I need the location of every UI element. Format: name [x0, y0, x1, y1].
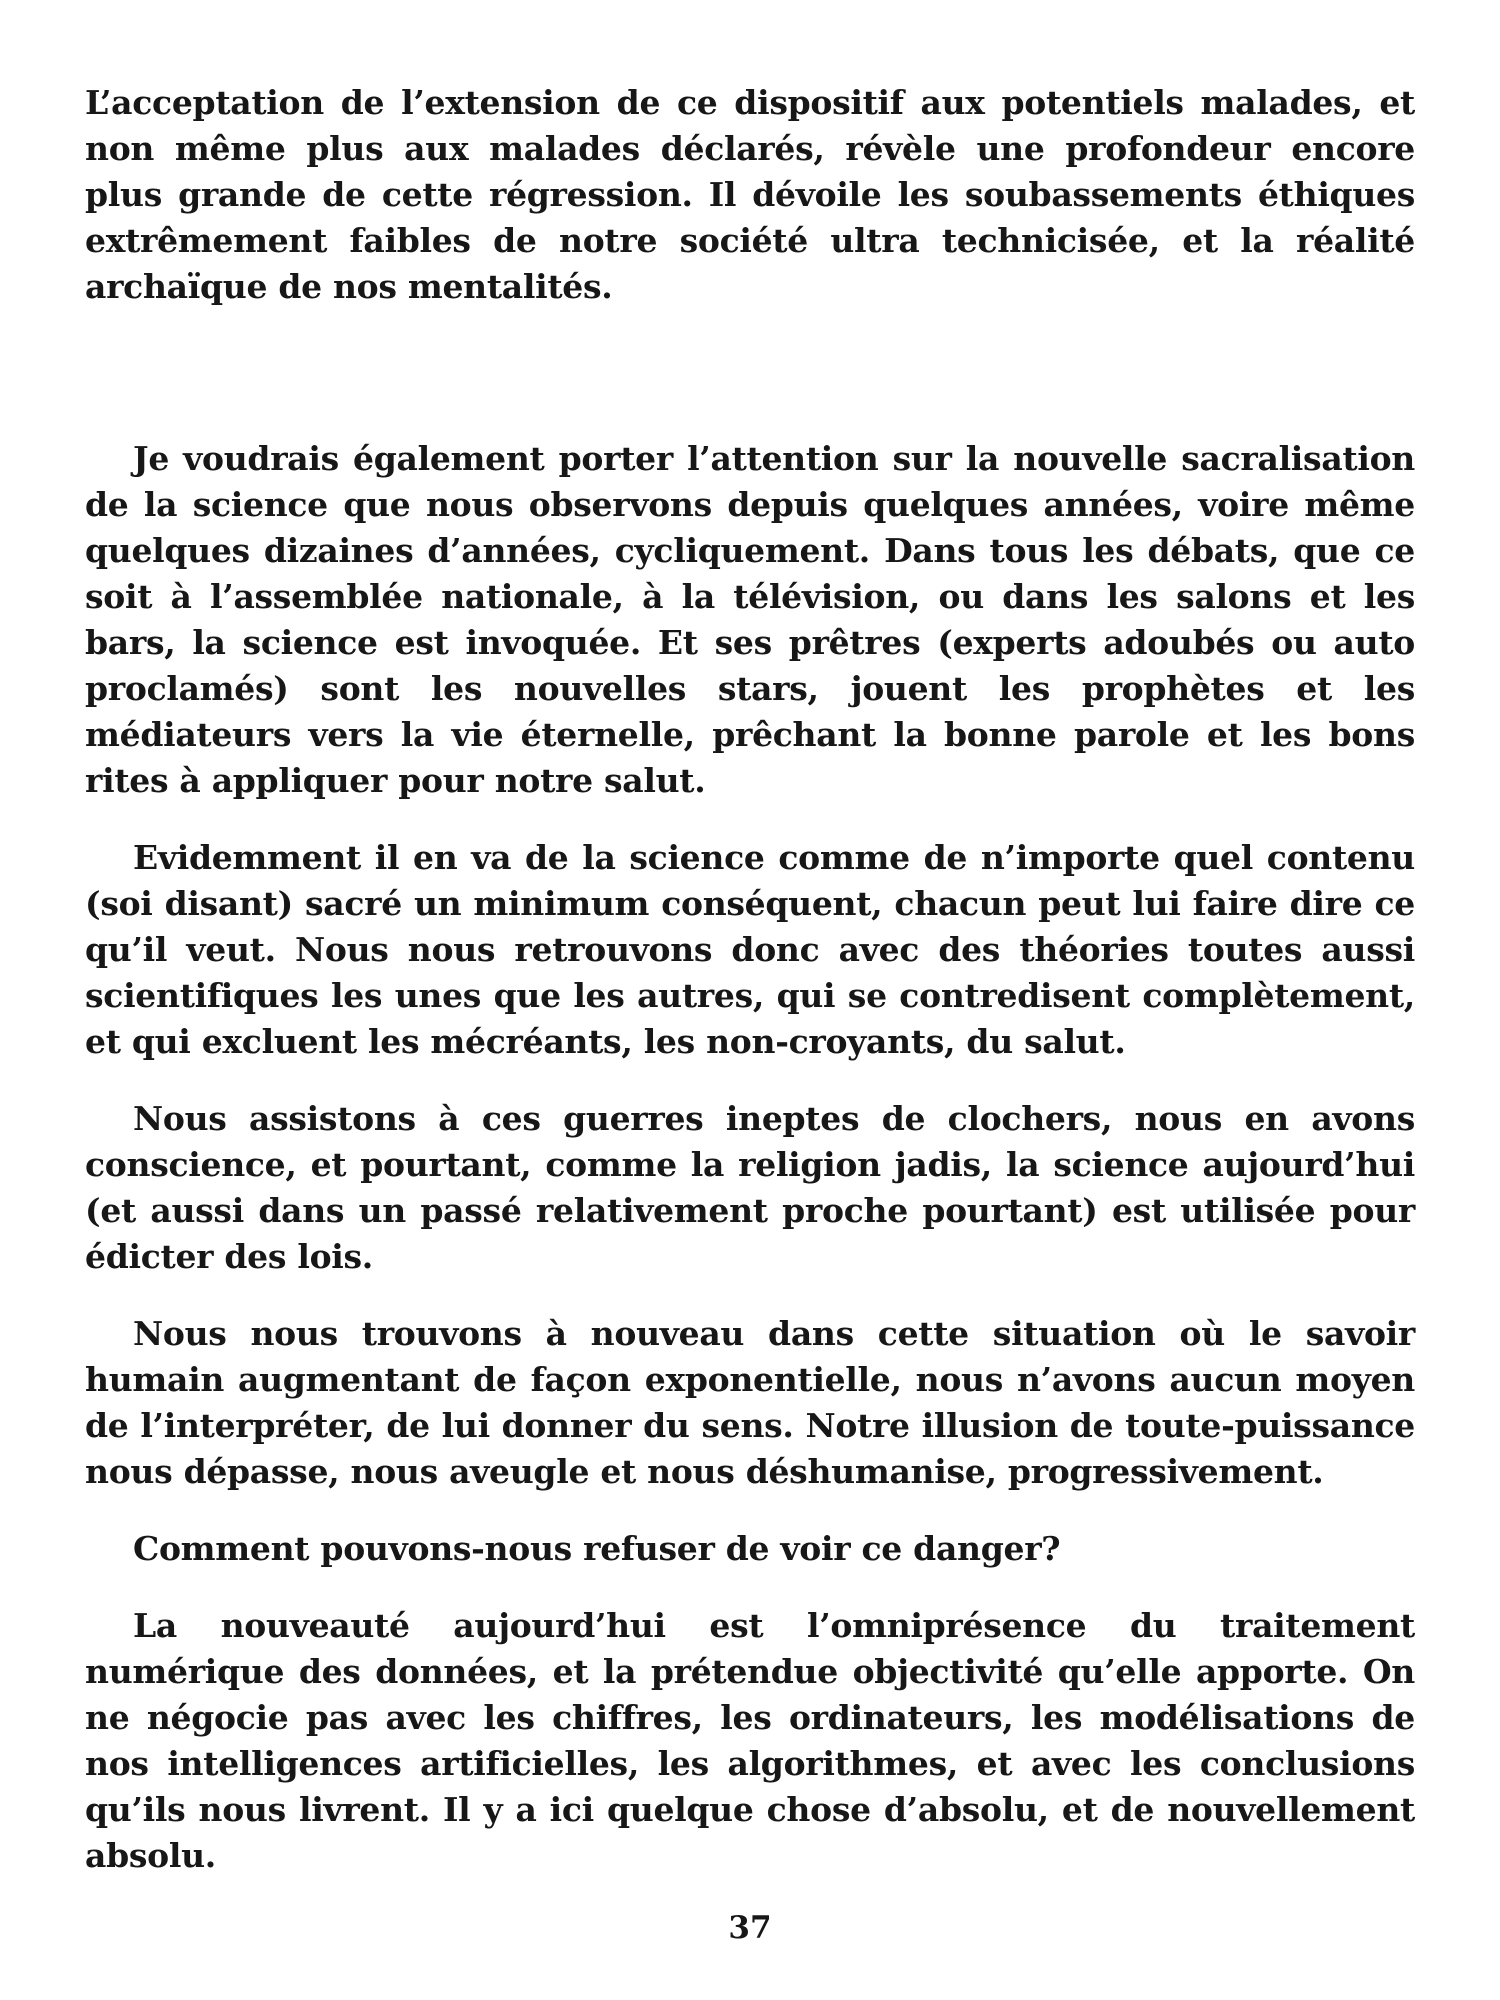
paragraph: Evidemment il en va de la science comme de n’importe quel contenu (soi disant) sacré un minimum conséquent, chacun peut lui faire dire ce qu’il veut. Nous nous retrouvons donc avec des théories toutes aussi scientifiques les unes que les autres, qui se contredisent complètement, et qui excluent les mécréants, les non-croyants, du salut.: [85, 838, 1415, 1061]
paragraph: Nous assistons à ces guerres ineptes de clochers, nous en avons conscience, et pourtant, comme la religion jadis, la science aujourd’hui (et aussi dans un passé relativement proche pourtant) est utilisée pour édicter des lois.: [85, 1099, 1415, 1276]
paragraph: Nous nous trouvons à nouveau dans cette situation où le savoir humain augmentant de façon exponentielle, nous n’avons aucun moyen de l’interpréter, de lui donner du sens. Notre illusion de toute-puissance nous dépasse, nous aveugle et nous déshumanise, progressivement.: [85, 1314, 1415, 1491]
paragraph: Je voudrais également porter l’attention sur la nouvelle sacralisation de la science que nous observons depuis quelques années, voire même quelques dizaines d’années, cycliquement. Dans tous les débats, que ce soit à l’assemblée nationale, à la télévision, ou dans les salons et les bars, la science est invoquée. Et ses prêtres (experts adoubés ou auto proclamés) sont les nouvelles stars, jouent les prophètes et les médiateurs vers la vie éternelle, prêchant la bonne parole et les bons rites à appliquer pour notre salut.: [85, 439, 1415, 800]
paragraph: La nouveauté aujourd’hui est l’omniprésence du traitement numérique des données, et la prétendue objectivité qu’elle apporte. On ne négocie pas avec les chiffres, les ordinateurs, les modélisations de nos intelligences artificielles, les algorithmes, et avec les conclusions qu’ils nous livrent. Il y a ici quelque chose d’absolu, et de nouvellement absolu.: [85, 1606, 1415, 1875]
paragraph: L’acceptation de l’extension de ce dispositif aux potentiels malades, et non même plus aux malades déclarés, révèle une profondeur encore plus grande de cette régression. Il dévoile les soubassements éthiques extrêmement faibles de notre société ultra technicisée, et la réalité archaïque de nos mentalités.: [85, 83, 1415, 306]
page-number: 37: [728, 1910, 772, 1946]
paragraph: Comment pouvons-nous refuser de voir ce danger?: [133, 1529, 1061, 1568]
